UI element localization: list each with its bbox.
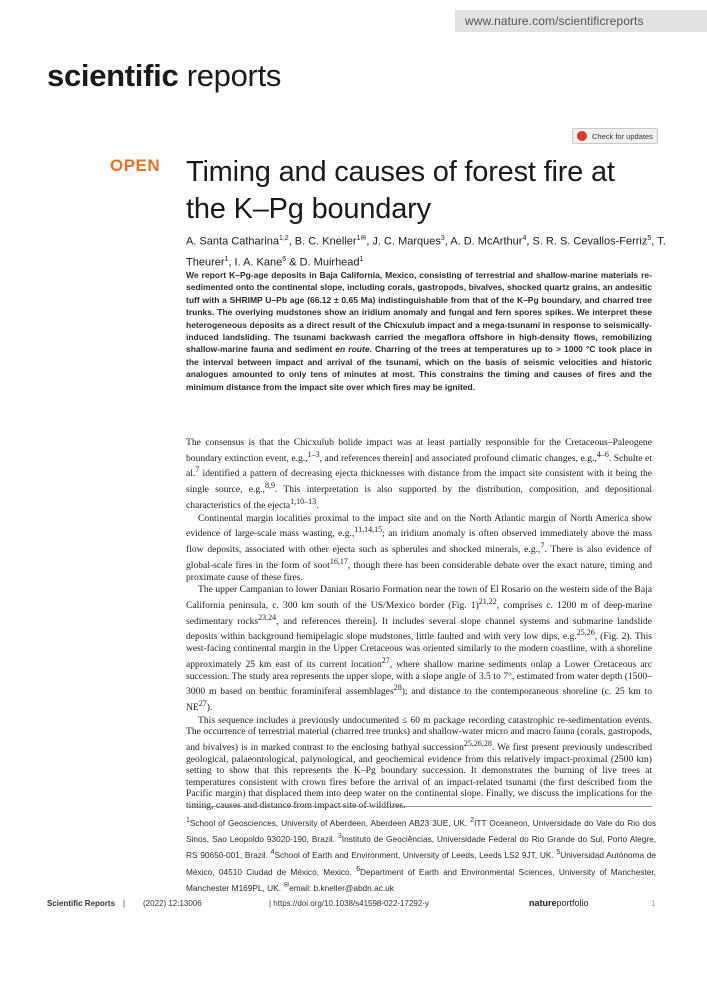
journal-url[interactable]: www.nature.com/scientificreports [465,14,644,28]
author-list: A. Santa Catharina$^{1,2}$, B. C. Kneller$^{1✉}$, J. C. Marques$^3$, A. D. McArthur$^4$, S. R. S. Cevallos-Ferriz$^5$, T. Theurer$^1$, I. A. Kane$^6$ & D. Muirhead$^1$ [186,235,666,269]
publisher-logo-light: portfolio [556,898,589,908]
crossmark-icon [577,131,587,141]
article-title: Timing and causes of forest fire at the K–Pg boundary [186,156,615,225]
footer-doi-link[interactable]: | https://doi.org/10.1038/s41598-022-17292-y [269,899,429,908]
footer-citation: (2022) 12:13006 [143,899,202,908]
body-paragraph: This sequence includes a previously undocumented ≤ 60 m package recording catastrophic re-sedimentation events. The occurrence of terrestrial material (charred tree trunks) and shallow-water micro and macro fauna (corals, gastropods, and bivalves) is in marked contrast to the enclosing bathyal succession$^{25,26,28}$. We first present previously undescribed geological, palaeontological, palynological, and geochemical evidence from this relatively impact-proximal (2500 km) setting to show that this represents the K–Pg boundary succession. It demonstrates the burning of live trees at temperatures consistent with crown fires before the arrival of an impact-related tsunami (the first described from the Pacific margin) that displaced them into deep water on the continental slope. Finally, we discuss the implications for the timing, causes and distance from impact site of wildfires. [186,714,652,812]
footer-separator: | [123,899,126,908]
article-body [186,437,652,813]
abstract: We report K–Pg-age deposits in Baja California, Mexico, consisting of terrestrial and shallow-marine materials re-sedimented onto the continental slope, including corals, gastropods, bivalves, shocked quartz grains, an andesitic tuff with a SHRIMP U–Pb age (66.12 ± 0.65 Ma) indistinguishable from that of the K–Pg boundary, and charred tree trunks. The overlying mudstones show an iridium anomaly and fungal and fern spores spikes. We interpret these heterogeneous deposits as a direct result of the Chicxulub impact and a mega-tsunami in response to seismically-induced landsliding. The tsunami backwash carried the megaflora offshore in high-density flows, remobilizing shallow-marine fauna and sediment en route. Charring of the trees at temperatures up to > 1000 °C took place in the interval between impact and arrival of the tsunami, which on the basis of seismic velocities and historic analogues amounted to only tens of minutes at most. This constrains the timing and causes of fires and the minimum distance from the impact site over which fires may be ignited. [186,270,652,392]
body-paragraph: Continental margin localities proximal to the impact site and on the North Atlantic margin of North America show evidence of large-scale mass wasting, e.g.,$^{11,14,15}$; an iridium anomaly is often observed immediately above the mass flow deposits, associated with other ejecta such as spherules and shocked minerals, e.g.,$^7$. There is also evidence of global-scale fires in the form of soot$^{16,17}$, though there has been considerable debate over the exact nature, timing and proximate cause of these fires. [186,512,653,583]
page-number: 1 [651,899,656,908]
footer-journal: Scientific Reports [47,899,116,908]
affiliation-divider [186,806,652,807]
journal-logo-bold: scientific [47,58,179,93]
journal-logo [47,58,281,94]
affiliations: $^1$School of Geosciences, University of Aberdeen, Aberdeen AB23 3UE, UK. $^2$ITT Oceaneon, Universidade do Vale do Rio dos Sinos, Sao Leopoldo 93020-190, Brazil. $^3$Instituto de Geociências, Universidade Federal do Rio Grande do Sul, Porto Alegre, RS 90650-001, Brazil. $^4$School of Earth and Environment, University of Leeds, Leeds LS2 9JT, UK. $^5$Universidad Autónoma de México, 04510 Ciudad de México, Mexico. $^6$Department of Earth and Environmental Sciences, University of Manchester, Manchester M169PL, UK. ✉email: b.kneller@abdn.ac.uk [186,817,657,893]
check-for-updates-label: Check for updates [592,131,653,141]
journal-url-bar [455,10,707,32]
body-paragraph: The consensus is that the Chicxulub bolide impact was at least partially responsible for the Cretaceous–Paleogene boundary extinction event, e.g.,$^{1-3}$, and references therein] and associated profound climatic changes, e.g.,$^{4-6}$. Schulte et al.$^7$ identified a pattern of decreasing ejecta thicknesses with distance from the impact site consistent with it being the single source, e.g.,$^{8,9}$. This interpretation is also supported by the distribution, composition, and depositional characteristics of the ejecta$^{1,10-13}$. [186,437,652,512]
publisher-logo-bold: nature [529,898,557,908]
open-access-label: OPEN [110,156,161,175]
page-footer [47,899,659,913]
journal-logo-light: reports [178,58,282,93]
body-paragraph: The upper Campanian to lower Danian Rosario Formation near the town of El Rosario on the western side of the Baja California peninsula, c. 300 km south of the US/Mexico border (Fig. 1)$^{21,22}$, comprises c. 1200 m of deep-marine sedimentary rocks$^{23,24}$, and references therein]. It includes several slope channel systems and submarine landslide deposits within background hemipelagic slope mudstones, little faulted and with very low dips, e.g.$^{25,26}$, (Fig. 2). This west-facing continental margin in the Upper Cretaceous was oriented similarly to the modern coastline, with a shoreline approximately 25 km east of its current location$^{27}$, where shallow marine sediments onlap a Lower Cretaceous arc succession. The study area represents the upper slope, with a slope angle of 3.5 to 7°, estimated from water depth (1500–3000 m based on benthic foraminiferal assemblages$^{28}$); and distance to the contemporaneous shoreline (c. 25 km to NE$^{27}$). [186,584,653,714]
check-for-updates-button[interactable] [572,128,658,144]
publisher-logo [529,898,589,908]
